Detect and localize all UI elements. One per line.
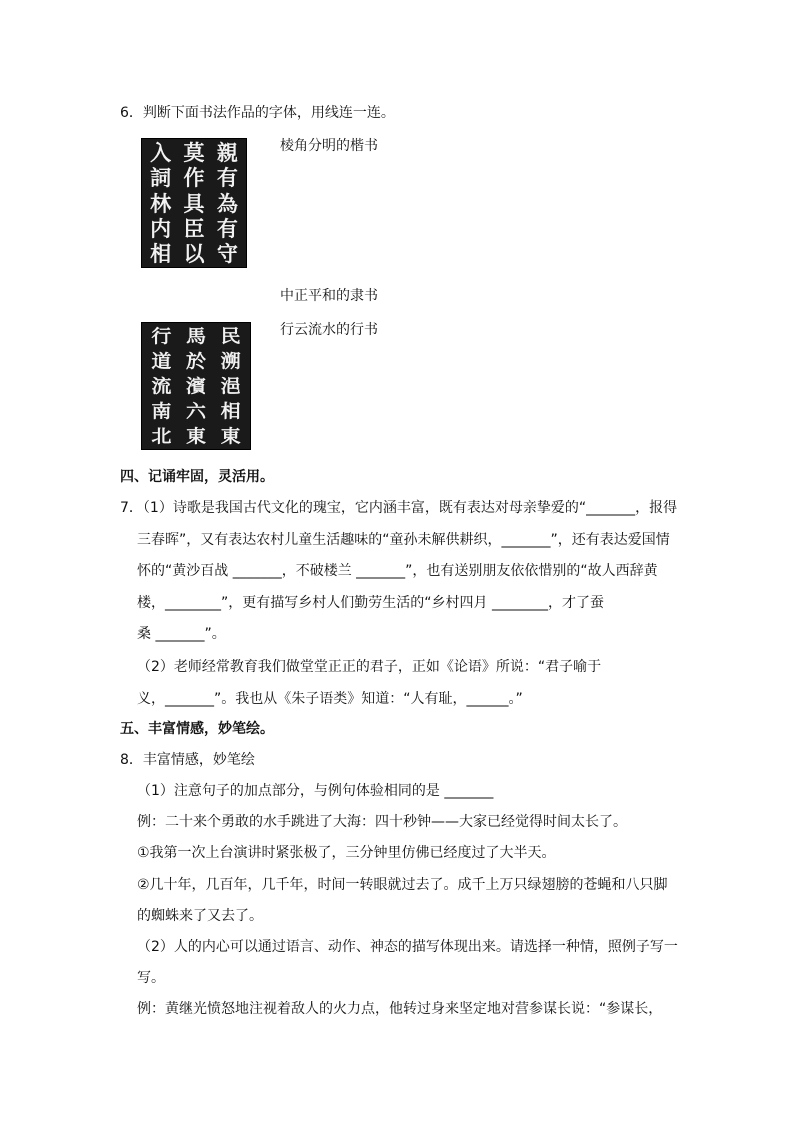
- calligraphy-char: 溯: [220, 350, 241, 372]
- calligraphy-char: 民: [220, 325, 241, 347]
- question-7-line: 义，_______”。我也从《朱子语类》知道：“人有耻，______。”: [137, 691, 523, 707]
- question-8-line: 例：二十来个勇敢的水手跳进了大海：四十秒钟——大家已经觉得时间太长了。: [137, 814, 627, 830]
- calligraphy-char: 林: [150, 190, 172, 216]
- calligraphy-char: 入: [150, 140, 172, 165]
- calligraphy-kaishu-image: [141, 138, 247, 268]
- calligraphy-char: 於: [185, 350, 206, 372]
- calligraphy-char: 行: [151, 325, 172, 347]
- question-8-line: 的蜘蛛来了又去了。: [137, 908, 263, 924]
- calligraphy-char: 作: [183, 165, 205, 191]
- question-7-line: 7．（1）诗歌是我国古代文化的瑰宝，它内涵丰富，既有表达对母亲挚爱的“_______，报得: [120, 500, 678, 516]
- calligraphy-char: 親: [216, 140, 238, 165]
- calligraphy-char: 六: [185, 400, 206, 422]
- question-8-line: （1）注意句子的加点部分，与例句体验相同的是 _______: [137, 783, 494, 799]
- calligraphy-char: 馬: [185, 325, 206, 347]
- calligraphy-char: 浥: [220, 375, 241, 397]
- calligraphy-char: 南: [151, 400, 172, 422]
- section-4-title: 四、记诵牢固，灵活用。: [120, 469, 274, 485]
- question-8-line: 写。: [137, 970, 165, 986]
- calligraphy-column: [150, 142, 171, 264]
- calligraphy-char: 東: [220, 425, 241, 447]
- question-7-line: 怀的“黄沙百战 _______，不破楼兰 _______”，也有送别朋友依依惜别的“故人西辞黄: [137, 563, 658, 579]
- calligraphy-char: 有: [216, 215, 238, 241]
- question-7-line: 楼，________”，更有描写乡村人们勤劳生活的“乡村四月 ________，才了蚕: [137, 595, 604, 611]
- calligraphy-column: [217, 142, 238, 264]
- question-8-line: ②几十年，几百年，几千年，时间一转眼就过去了。成千上万只绿翅膀的苍蝇和八只脚: [137, 877, 668, 893]
- calligraphy-char: 詞: [150, 165, 172, 191]
- calligraphy-char: 相: [220, 400, 241, 422]
- calligraphy-column: [186, 326, 206, 446]
- calligraphy-char: 具: [183, 190, 205, 216]
- calligraphy-char: 以: [183, 241, 205, 266]
- calligraphy-column: [151, 326, 171, 446]
- calligraphy-char: 相: [150, 241, 172, 266]
- question-7-line: 桑 _______”。: [137, 626, 226, 642]
- calligraphy-column: [221, 326, 241, 446]
- question-8-line: （2）人的内心可以通过语言、动作、神态的描写体现出来。请选择一种情，照例子写一: [137, 939, 678, 955]
- calligraphy-char: 北: [151, 425, 172, 447]
- question-8-line: 例：黄继光愤怒地注视着敌人的火力点，他转过身来坚定地对营参谋长说：“参谋长，: [137, 1001, 663, 1017]
- calligraphy-char: 東: [185, 425, 206, 447]
- option-lishu: 中正平和的隶书: [280, 288, 378, 304]
- option-xingshu: 行云流水的行书: [280, 322, 378, 338]
- calligraphy-char: 濱: [185, 375, 206, 397]
- option-kaishu: 棱角分明的楷书: [280, 138, 378, 154]
- question-7-line: （2）老师经常教育我们做堂堂正正的君子，正如《论语》所说：“君子喻于: [137, 659, 602, 675]
- calligraphy-char: 為: [216, 190, 238, 216]
- calligraphy-char: 莫: [183, 140, 205, 165]
- calligraphy-char: 守: [216, 241, 238, 266]
- question-7-line: 三春晖”，又有表达农村儿童生活趣味的“童孙未解供耕织，_______”，还有表达爱国情: [137, 532, 670, 548]
- question-8-line: 8．丰富情感，妙笔绘: [120, 752, 255, 768]
- calligraphy-char: 臣: [183, 215, 205, 241]
- calligraphy-char: 道: [151, 350, 172, 372]
- section-5-title: 五、丰富情感，妙笔绘。: [120, 721, 274, 737]
- calligraphy-char: 流: [151, 375, 172, 397]
- calligraphy-char: 内: [150, 215, 172, 241]
- question-6-prompt: 6．判断下面书法作品的字体，用线连一连。: [120, 105, 395, 121]
- calligraphy-char: 有: [216, 165, 238, 191]
- question-8-line: ①我第一次上台演讲时紧张极了，三分钟里仿佛已经度过了大半天。: [137, 845, 556, 861]
- calligraphy-column: [183, 142, 204, 264]
- calligraphy-lishu-image: [141, 322, 251, 450]
